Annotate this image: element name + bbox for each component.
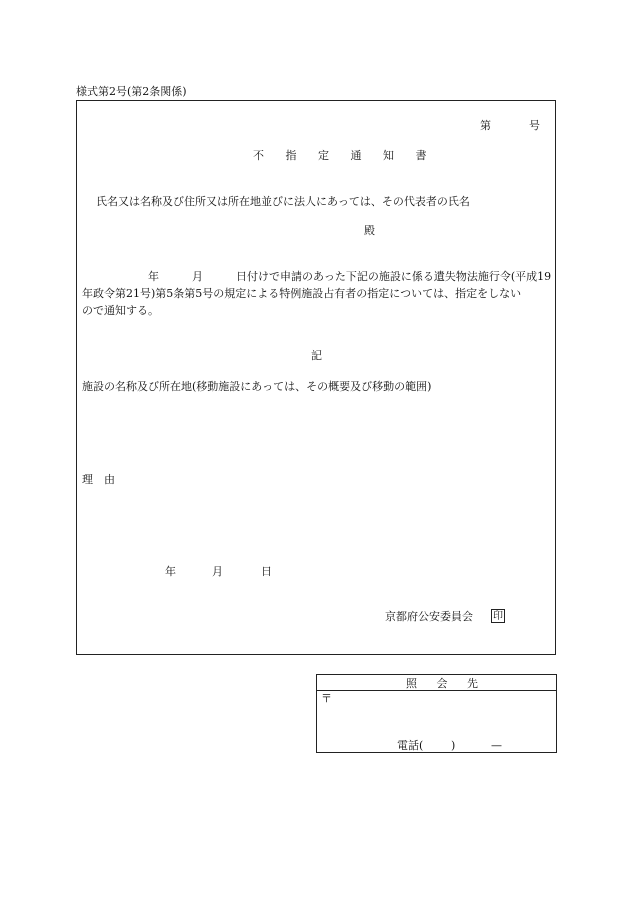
date-year-label: 年 [165,565,176,578]
addressee-instruction: 氏名又は名称及び住所又は所在地並びに法人にあっては、その代表者の氏名 [96,195,470,208]
form-number-label: 様式第2号(第2条関係) [76,85,187,98]
inquiry-title: 照 会 先 [406,677,486,690]
phone-label: 電話( [397,739,424,752]
postal-mark: 〒 [321,692,332,705]
honorific-dono: 殿 [364,224,375,237]
date-month-label: 月 [212,565,223,578]
phone-paren-close: ) [451,739,456,752]
inquiry-divider [316,690,557,691]
notice-body-line: 年政令第21号)第5条第5号の規定による特例施設占有者の指定については、指定をしない [82,287,522,300]
document-number-prefix: 第 [480,119,491,132]
issuer-name: 京都府公安委員会 [385,610,473,623]
facility-label: 施設の名称及び所在地(移動施設にあっては、その概要及び移動の範囲) [82,380,432,393]
phone-dash: — [491,739,502,752]
reason-label: 理 由 [82,473,115,486]
main-form-frame [76,100,556,655]
ki-heading: 記 [311,349,322,362]
date-day-label: 日 [261,565,272,578]
seal-stamp-box: 印 [493,611,503,622]
notice-body-line: 年 月 日付けで申請のあった下記の施設に係る遺失物法施行令(平成19 [82,270,552,283]
document-number-suffix: 号 [529,119,540,132]
document-title: 不 指 定 通 知 書 [253,149,436,162]
notice-body-line: ので通知する。 [82,304,159,317]
